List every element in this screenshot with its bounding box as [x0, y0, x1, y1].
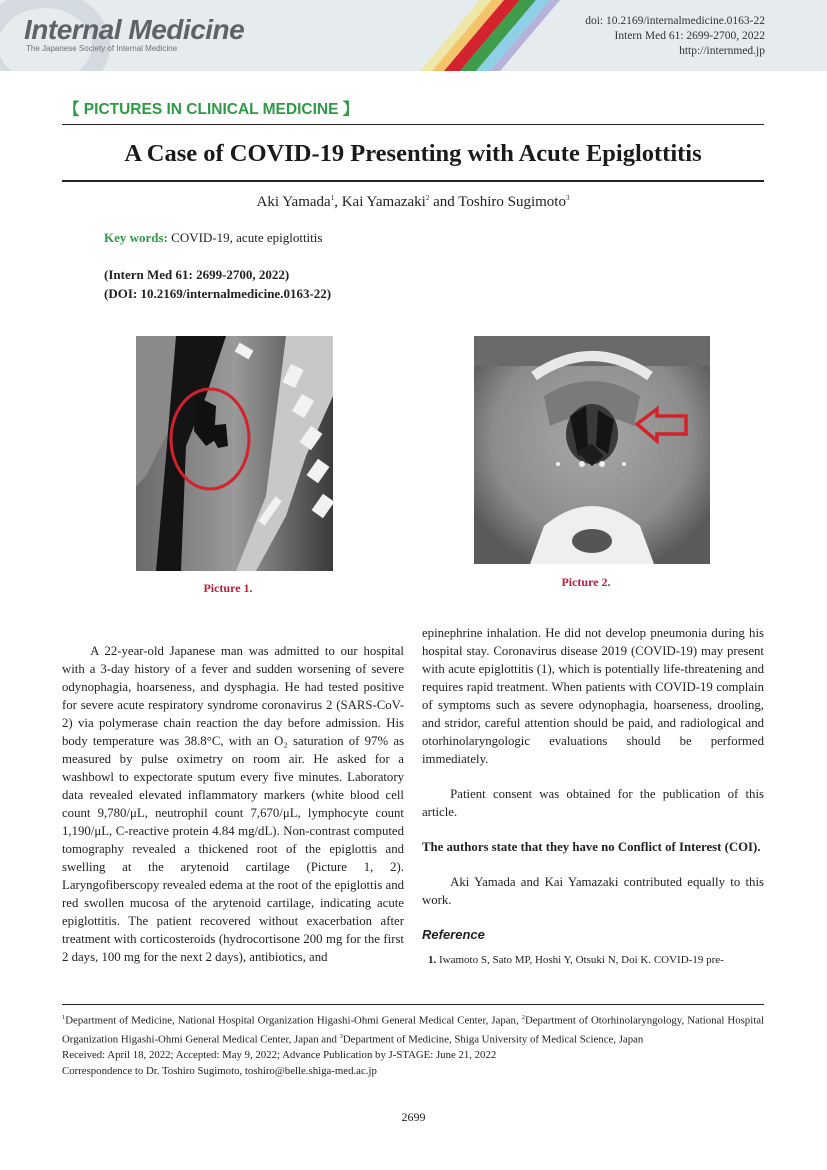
body-paragraph-continued: epinephrine inhalation. He did not develop pneumonia during his hospital stay. Coronavirus disease 2019 (COVID-19) may present with acute epiglottitis (1), which is potentially life-threatening and requires rapid treatment. When patients with COVID-19 complain of symptoms such as severe odynophagia, hoarseness, drooling, and stridor, careful attention should be paid, and radiological and otorhinolaryngologic evaluations should be performed immediately.: [422, 626, 764, 766]
affiliation-text: Department of Medicine, National Hospital Organization Higashi-Ohmi General Medical Center, Japan,: [65, 1014, 522, 1027]
keywords-label: Key words:: [104, 230, 168, 245]
author-name: Toshiro Sugimoto: [458, 194, 566, 210]
doi-text: doi: 10.2169/internalmedicine.0163-22: [585, 15, 765, 27]
reference-number: 1.: [428, 954, 437, 966]
title-bottom-rule: [62, 180, 764, 182]
page-number: 2699: [401, 1110, 426, 1124]
contribution-statement: Aki Yamada and Kai Yamazaki contributed equally to this work.: [422, 875, 764, 907]
affiliation-number: 2: [521, 1014, 525, 1021]
author-list: [62, 194, 764, 211]
body-paragraph: A 22-year-old Japanese man was admitted to our hospital with a 3-day history of a fever and sudden worsening of severe odynophagia, hoarseness, and dysphagia. He had tested positive for severe acute respiratory syndrome coronavirus 2 (SARS-CoV-2) via polymerase chain reaction the day before admission. His body temperature was 38.8°C, with an O₂ saturation of 97% as measured by pulse oximetry on room air. He asked for a washbowl to expectorate sputum every five minutes. Laboratory data revealed elevated inflammatory markers (white blood cell count 9,780/μL, neutrophil count 7,670/μL, lymphocyte count 1,190/μL, C-reactive protein 4.84 mg/dL). Non-contrast computed tomography revealed a thickened root of the epiglottis and swelling at the arytenoid cartilage (Picture 1, 2). Laryngofiberscopy revealed edema at the root of the epiglottis and red swollen mucosa of the arytenoid cartilage, indicating acute epiglottitis. The patient recovered without exacerbation after treatment with corticosteroids (hydrocortisone 200 mg for the first 2 days, 100 mg for the next 2 days), antibiotics, and: [62, 644, 404, 964]
journal-banner: [0, 0, 827, 71]
reference-text: Iwamoto S, Sato MP, Hoshi Y, Otsuki N, Doi K. COVID-19 pre-: [439, 954, 724, 966]
consent-statement: Patient consent was obtained for the publication of this article.: [422, 787, 764, 819]
affiliation-text: Department of Medicine, Shiga University of Medical Science, Japan: [342, 1033, 644, 1046]
body-right-column: [422, 624, 764, 968]
received-dates: Received: April 18, 2022; Accepted: May 9, 2022; Advance Publication by J-STAGE: June 21, 2022: [62, 1049, 497, 1062]
journal-title: Internal Medicine: [24, 14, 245, 45]
journal-url[interactable]: http://internmed.jp: [679, 45, 765, 57]
affiliations: [62, 1010, 764, 1048]
citation-line: (Intern Med 61: 2699-2700, 2022): [104, 267, 290, 282]
decorative-stripes: [410, 0, 610, 71]
picture-2-caption: Picture 2.: [561, 575, 611, 589]
footnotes: [62, 1010, 764, 1079]
footnote-rule: [62, 1004, 764, 1005]
citation-text: Intern Med 61: 2699-2700, 2022: [614, 30, 765, 42]
citation-block: [104, 265, 331, 303]
correspondence: Correspondence to Dr. Toshiro Sugimoto, toshiro@belle.shiga-med.ac.jp: [62, 1064, 377, 1077]
author-affiliation: 3: [565, 194, 570, 202]
author-affiliation: 2: [425, 194, 430, 202]
author-separator: ,: [334, 194, 342, 210]
reference-heading: Reference: [422, 927, 485, 942]
title-top-rule: [62, 124, 764, 125]
author-affiliation: 1: [330, 194, 335, 202]
affiliation-text: Department of Otorhinolaryngology, National Hospital Organization Higashi-Ohmi General Medical Center, Japan and: [62, 1014, 764, 1046]
coi-statement: The authors state that they have no Conflict of Interest (COI).: [422, 840, 761, 854]
picture-1-caption: Picture 1.: [203, 581, 253, 595]
doi-line: (DOI: 10.2169/internalmedicine.0163-22): [104, 286, 332, 301]
article-title: A Case of COVID-19 Presenting with Acute Epiglottitis: [124, 140, 702, 167]
affiliation-number: 3: [339, 1033, 343, 1041]
section-label: 【 PICTURES IN CLINICAL MEDICINE 】: [64, 101, 359, 118]
affiliation-number: 1: [62, 1014, 66, 1021]
article-meta: [585, 14, 765, 59]
picture-2-ct-axial: [474, 336, 710, 564]
reference-item: [422, 952, 764, 968]
keywords-text: COVID-19, acute epiglottitis: [171, 230, 323, 245]
author-name: Kai Yamazaki: [341, 194, 426, 210]
author-separator: and: [429, 194, 459, 210]
journal-subtitle: The Japanese Society of Internal Medicine: [26, 44, 178, 53]
picture-1-ct-sagittal: [136, 336, 333, 571]
body-left-column: [62, 642, 404, 966]
keywords: [104, 230, 322, 246]
author-name: Aki Yamada: [256, 194, 331, 210]
